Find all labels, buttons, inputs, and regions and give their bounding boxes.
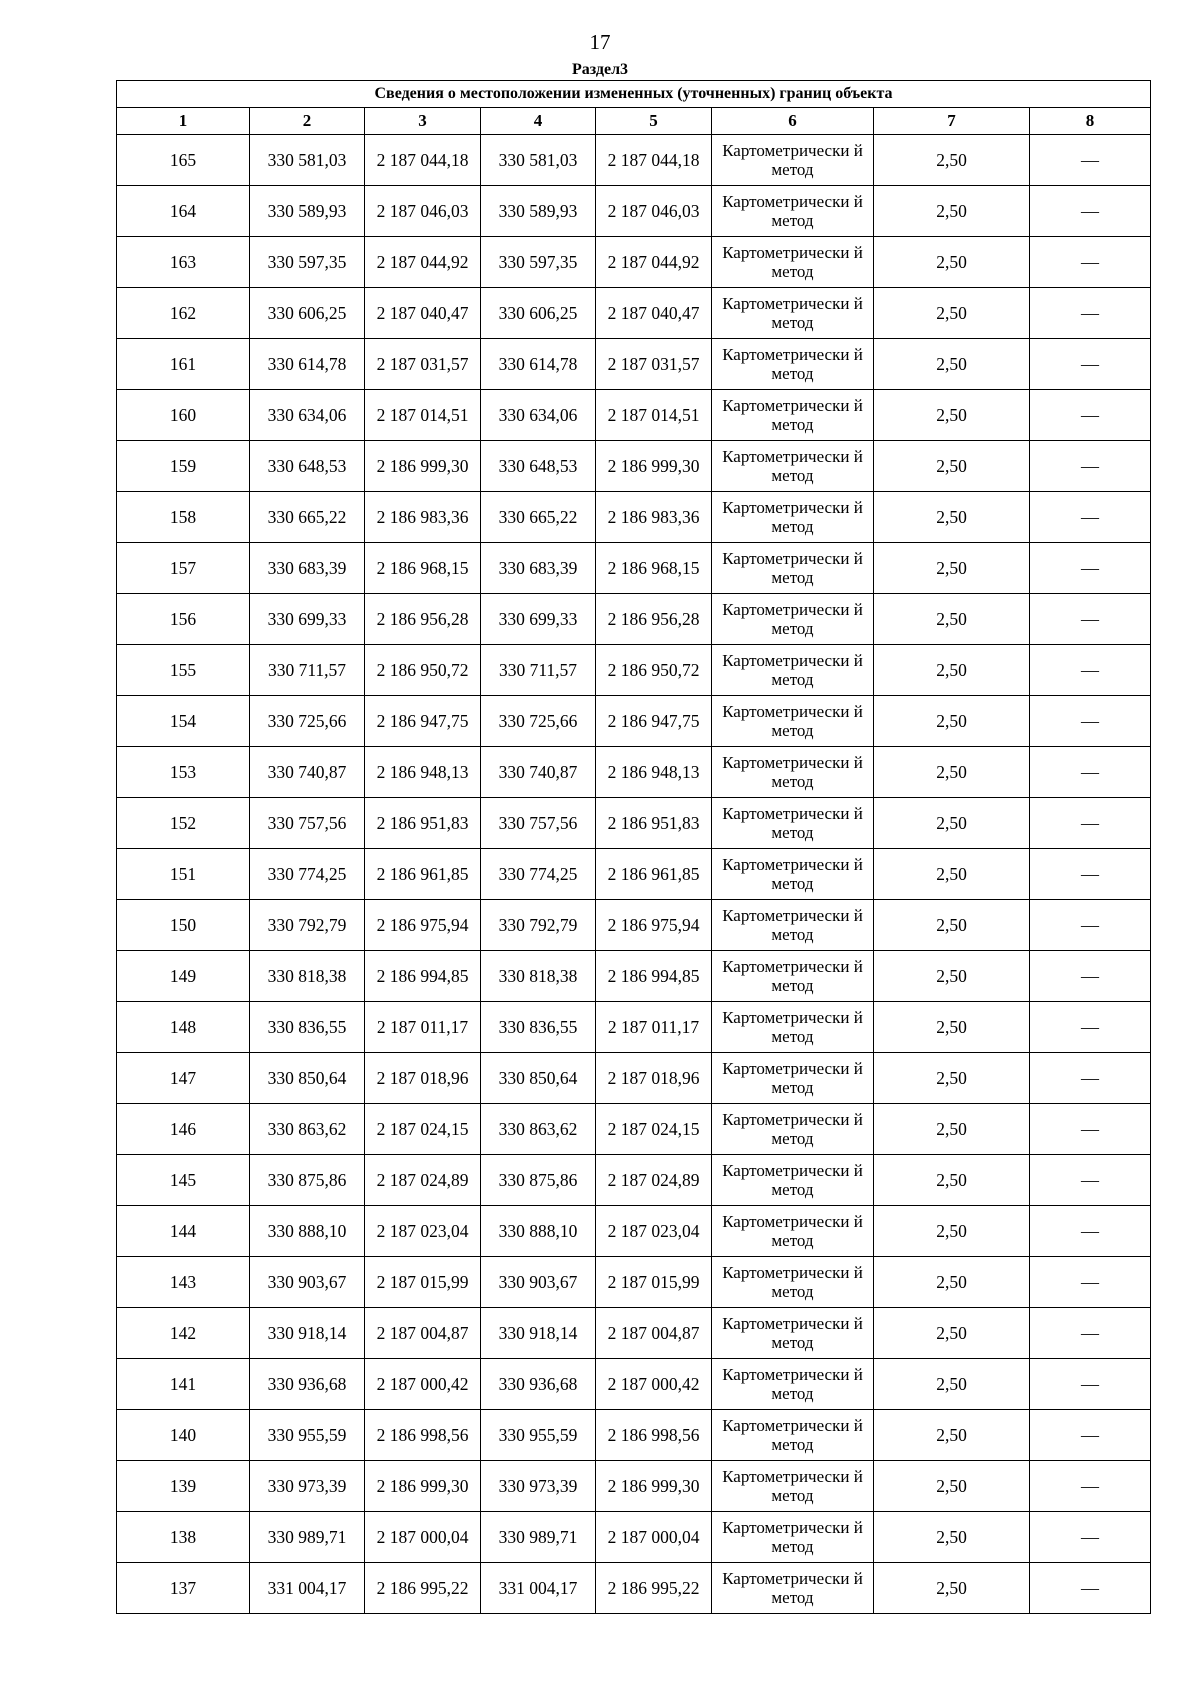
method-cell: Картометрически й метод — [712, 1512, 874, 1563]
x-existing-cell: 330 606,25 — [250, 288, 365, 339]
column-number: 5 — [596, 108, 712, 135]
y-existing-cell: 2 186 951,83 — [365, 798, 481, 849]
x-existing-cell: 330 699,33 — [250, 594, 365, 645]
y-existing-cell: 2 187 000,42 — [365, 1359, 481, 1410]
table-caption: Сведения о местоположении измененных (уточненных) границ объекта — [117, 81, 1151, 108]
y-refined-cell: 2 187 044,92 — [596, 237, 712, 288]
x-refined-cell: 330 989,71 — [481, 1512, 596, 1563]
x-existing-cell: 330 665,22 — [250, 492, 365, 543]
y-refined-cell: 2 186 950,72 — [596, 645, 712, 696]
x-existing-cell: 330 581,03 — [250, 135, 365, 186]
description-cell: — — [1030, 288, 1151, 339]
point-number-cell: 143 — [117, 1257, 250, 1308]
x-refined-cell: 330 665,22 — [481, 492, 596, 543]
x-refined-cell: 330 711,57 — [481, 645, 596, 696]
y-refined-cell: 2 186 983,36 — [596, 492, 712, 543]
x-refined-cell: 330 634,06 — [481, 390, 596, 441]
accuracy-cell: 2,50 — [874, 696, 1030, 747]
y-refined-cell: 2 187 040,47 — [596, 288, 712, 339]
accuracy-cell: 2,50 — [874, 288, 1030, 339]
table-row — [117, 1206, 1151, 1257]
description-cell: — — [1030, 135, 1151, 186]
point-number-cell: 140 — [117, 1410, 250, 1461]
point-number-cell: 158 — [117, 492, 250, 543]
y-existing-cell: 2 187 046,03 — [365, 186, 481, 237]
method-cell: Картометрически й метод — [712, 1155, 874, 1206]
accuracy-cell: 2,50 — [874, 1308, 1030, 1359]
description-cell: — — [1030, 237, 1151, 288]
x-refined-cell: 330 918,14 — [481, 1308, 596, 1359]
table-row — [117, 1410, 1151, 1461]
point-number-cell: 147 — [117, 1053, 250, 1104]
y-existing-cell: 2 186 983,36 — [365, 492, 481, 543]
description-cell: — — [1030, 492, 1151, 543]
table-row — [117, 645, 1151, 696]
y-existing-cell: 2 186 994,85 — [365, 951, 481, 1002]
column-number: 3 — [365, 108, 481, 135]
y-refined-cell: 2 187 023,04 — [596, 1206, 712, 1257]
accuracy-cell: 2,50 — [874, 390, 1030, 441]
x-refined-cell: 330 740,87 — [481, 747, 596, 798]
point-number-cell: 141 — [117, 1359, 250, 1410]
table-row — [117, 1053, 1151, 1104]
column-number: 8 — [1030, 108, 1151, 135]
x-refined-cell: 330 973,39 — [481, 1461, 596, 1512]
accuracy-cell: 2,50 — [874, 849, 1030, 900]
point-number-cell: 165 — [117, 135, 250, 186]
y-refined-cell: 2 187 011,17 — [596, 1002, 712, 1053]
x-existing-cell: 330 725,66 — [250, 696, 365, 747]
x-existing-cell: 330 850,64 — [250, 1053, 365, 1104]
point-number-cell: 155 — [117, 645, 250, 696]
description-cell: — — [1030, 696, 1151, 747]
table-row — [117, 135, 1151, 186]
x-refined-cell: 330 836,55 — [481, 1002, 596, 1053]
method-cell: Картометрически й метод — [712, 186, 874, 237]
accuracy-cell: 2,50 — [874, 441, 1030, 492]
description-cell: — — [1030, 543, 1151, 594]
x-refined-cell: 330 581,03 — [481, 135, 596, 186]
method-cell: Картометрически й метод — [712, 543, 874, 594]
x-refined-cell: 330 774,25 — [481, 849, 596, 900]
description-cell: — — [1030, 645, 1151, 696]
table-row — [117, 798, 1151, 849]
point-number-cell: 163 — [117, 237, 250, 288]
table-body — [117, 135, 1151, 1614]
y-existing-cell: 2 186 995,22 — [365, 1563, 481, 1614]
description-cell: — — [1030, 186, 1151, 237]
y-refined-cell: 2 187 004,87 — [596, 1308, 712, 1359]
y-existing-cell: 2 187 000,04 — [365, 1512, 481, 1563]
table-row — [117, 390, 1151, 441]
table-row — [117, 594, 1151, 645]
accuracy-cell: 2,50 — [874, 1257, 1030, 1308]
y-existing-cell: 2 187 024,15 — [365, 1104, 481, 1155]
column-number: 2 — [250, 108, 365, 135]
description-cell: — — [1030, 747, 1151, 798]
x-refined-cell: 330 614,78 — [481, 339, 596, 390]
y-existing-cell: 2 186 998,56 — [365, 1410, 481, 1461]
table-row — [117, 186, 1151, 237]
section-title: Раздел3 — [571, 61, 629, 78]
table-row — [117, 1002, 1151, 1053]
accuracy-cell: 2,50 — [874, 1512, 1030, 1563]
y-existing-cell: 2 186 947,75 — [365, 696, 481, 747]
point-number-cell: 159 — [117, 441, 250, 492]
table-row — [117, 288, 1151, 339]
x-existing-cell: 330 792,79 — [250, 900, 365, 951]
table-row — [117, 1563, 1151, 1614]
y-refined-cell: 2 186 998,56 — [596, 1410, 712, 1461]
column-number: 7 — [874, 108, 1030, 135]
y-refined-cell: 2 186 948,13 — [596, 747, 712, 798]
table-row — [117, 1461, 1151, 1512]
point-number-cell: 148 — [117, 1002, 250, 1053]
accuracy-cell: 2,50 — [874, 900, 1030, 951]
y-existing-cell: 2 187 011,17 — [365, 1002, 481, 1053]
y-refined-cell: 2 187 031,57 — [596, 339, 712, 390]
accuracy-cell: 2,50 — [874, 645, 1030, 696]
method-cell: Картометрически й метод — [712, 390, 874, 441]
point-number-cell: 152 — [117, 798, 250, 849]
description-cell: — — [1030, 594, 1151, 645]
accuracy-cell: 2,50 — [874, 339, 1030, 390]
x-refined-cell: 330 699,33 — [481, 594, 596, 645]
method-cell: Картометрически й метод — [712, 1104, 874, 1155]
y-refined-cell: 2 187 000,42 — [596, 1359, 712, 1410]
method-cell: Картометрически й метод — [712, 798, 874, 849]
accuracy-cell: 2,50 — [874, 543, 1030, 594]
y-existing-cell: 2 186 956,28 — [365, 594, 481, 645]
accuracy-cell: 2,50 — [874, 1563, 1030, 1614]
y-existing-cell: 2 186 999,30 — [365, 441, 481, 492]
y-existing-cell: 2 186 968,15 — [365, 543, 481, 594]
y-existing-cell: 2 187 023,04 — [365, 1206, 481, 1257]
x-existing-cell: 330 683,39 — [250, 543, 365, 594]
table-row — [117, 1512, 1151, 1563]
x-refined-cell: 330 757,56 — [481, 798, 596, 849]
x-existing-cell: 330 648,53 — [250, 441, 365, 492]
y-refined-cell: 2 186 956,28 — [596, 594, 712, 645]
point-number-cell: 164 — [117, 186, 250, 237]
table-row — [117, 339, 1151, 390]
table-row — [117, 696, 1151, 747]
description-cell: — — [1030, 390, 1151, 441]
accuracy-cell: 2,50 — [874, 492, 1030, 543]
accuracy-cell: 2,50 — [874, 747, 1030, 798]
y-refined-cell: 2 186 968,15 — [596, 543, 712, 594]
x-existing-cell: 330 888,10 — [250, 1206, 365, 1257]
x-existing-cell: 330 836,55 — [250, 1002, 365, 1053]
x-existing-cell: 330 774,25 — [250, 849, 365, 900]
y-existing-cell: 2 187 004,87 — [365, 1308, 481, 1359]
accuracy-cell: 2,50 — [874, 1206, 1030, 1257]
description-cell: — — [1030, 900, 1151, 951]
accuracy-cell: 2,50 — [874, 951, 1030, 1002]
y-existing-cell: 2 187 040,47 — [365, 288, 481, 339]
accuracy-cell: 2,50 — [874, 1104, 1030, 1155]
x-refined-cell: 330 863,62 — [481, 1104, 596, 1155]
table-row — [117, 747, 1151, 798]
method-cell: Картометрически й метод — [712, 288, 874, 339]
method-cell: Картометрически й метод — [712, 1461, 874, 1512]
table-row — [117, 1104, 1151, 1155]
method-cell: Картометрически й метод — [712, 1308, 874, 1359]
description-cell: — — [1030, 1257, 1151, 1308]
x-existing-cell: 330 918,14 — [250, 1308, 365, 1359]
column-number-row — [117, 108, 1151, 135]
point-number-cell: 153 — [117, 747, 250, 798]
y-refined-cell: 2 186 995,22 — [596, 1563, 712, 1614]
point-number-cell: 160 — [117, 390, 250, 441]
method-cell: Картометрически й метод — [712, 339, 874, 390]
y-existing-cell: 2 187 018,96 — [365, 1053, 481, 1104]
method-cell: Картометрически й метод — [712, 1563, 874, 1614]
description-cell: — — [1030, 1563, 1151, 1614]
point-number-cell: 150 — [117, 900, 250, 951]
x-refined-cell: 330 683,39 — [481, 543, 596, 594]
description-cell: — — [1030, 1104, 1151, 1155]
y-existing-cell: 2 186 975,94 — [365, 900, 481, 951]
x-refined-cell: 330 875,86 — [481, 1155, 596, 1206]
y-existing-cell: 2 187 044,92 — [365, 237, 481, 288]
table-row — [117, 492, 1151, 543]
point-number-cell: 157 — [117, 543, 250, 594]
x-existing-cell: 330 597,35 — [250, 237, 365, 288]
description-cell: — — [1030, 849, 1151, 900]
y-refined-cell: 2 186 999,30 — [596, 1461, 712, 1512]
y-existing-cell: 2 187 024,89 — [365, 1155, 481, 1206]
accuracy-cell: 2,50 — [874, 186, 1030, 237]
x-existing-cell: 330 863,62 — [250, 1104, 365, 1155]
y-existing-cell: 2 187 044,18 — [365, 135, 481, 186]
description-cell: — — [1030, 1512, 1151, 1563]
y-refined-cell: 2 186 975,94 — [596, 900, 712, 951]
point-number-cell: 142 — [117, 1308, 250, 1359]
accuracy-cell: 2,50 — [874, 798, 1030, 849]
x-existing-cell: 330 818,38 — [250, 951, 365, 1002]
description-cell: — — [1030, 1461, 1151, 1512]
y-refined-cell: 2 187 015,99 — [596, 1257, 712, 1308]
y-existing-cell: 2 187 015,99 — [365, 1257, 481, 1308]
x-existing-cell: 330 903,67 — [250, 1257, 365, 1308]
page-number: 17 — [589, 30, 611, 54]
method-cell: Картометрически й метод — [712, 849, 874, 900]
y-refined-cell: 2 187 046,03 — [596, 186, 712, 237]
method-cell: Картометрически й метод — [712, 1206, 874, 1257]
y-refined-cell: 2 187 044,18 — [596, 135, 712, 186]
accuracy-cell: 2,50 — [874, 1359, 1030, 1410]
point-number-cell: 149 — [117, 951, 250, 1002]
method-cell: Картометрически й метод — [712, 1359, 874, 1410]
method-cell: Картометрически й метод — [712, 135, 874, 186]
method-cell: Картометрически й метод — [712, 1053, 874, 1104]
x-refined-cell: 330 888,10 — [481, 1206, 596, 1257]
x-existing-cell: 330 634,06 — [250, 390, 365, 441]
point-number-cell: 162 — [117, 288, 250, 339]
table-row — [117, 1257, 1151, 1308]
description-cell: — — [1030, 1155, 1151, 1206]
x-existing-cell: 330 711,57 — [250, 645, 365, 696]
method-cell: Картометрически й метод — [712, 594, 874, 645]
point-number-cell: 144 — [117, 1206, 250, 1257]
x-existing-cell: 330 614,78 — [250, 339, 365, 390]
accuracy-cell: 2,50 — [874, 1002, 1030, 1053]
point-number-cell: 138 — [117, 1512, 250, 1563]
y-existing-cell: 2 186 961,85 — [365, 849, 481, 900]
description-cell: — — [1030, 798, 1151, 849]
x-refined-cell: 330 818,38 — [481, 951, 596, 1002]
method-cell: Картометрически й метод — [712, 441, 874, 492]
x-existing-cell: 330 875,86 — [250, 1155, 365, 1206]
x-existing-cell: 330 936,68 — [250, 1359, 365, 1410]
accuracy-cell: 2,50 — [874, 135, 1030, 186]
method-cell: Картометрически й метод — [712, 696, 874, 747]
method-cell: Картометрически й метод — [712, 1257, 874, 1308]
y-refined-cell: 2 187 014,51 — [596, 390, 712, 441]
column-number: 1 — [117, 108, 250, 135]
method-cell: Картометрически й метод — [712, 645, 874, 696]
column-number: 4 — [481, 108, 596, 135]
point-number-cell: 151 — [117, 849, 250, 900]
table-row — [117, 1155, 1151, 1206]
x-existing-cell: 330 955,59 — [250, 1410, 365, 1461]
y-refined-cell: 2 186 961,85 — [596, 849, 712, 900]
table-row — [117, 441, 1151, 492]
x-refined-cell: 330 850,64 — [481, 1053, 596, 1104]
x-refined-cell: 330 792,79 — [481, 900, 596, 951]
description-cell: — — [1030, 1410, 1151, 1461]
method-cell: Картометрически й метод — [712, 492, 874, 543]
point-number-cell: 146 — [117, 1104, 250, 1155]
x-refined-cell: 330 606,25 — [481, 288, 596, 339]
x-existing-cell: 330 973,39 — [250, 1461, 365, 1512]
y-refined-cell: 2 186 951,83 — [596, 798, 712, 849]
method-cell: Картометрически й метод — [712, 237, 874, 288]
y-refined-cell: 2 187 018,96 — [596, 1053, 712, 1104]
description-cell: — — [1030, 1053, 1151, 1104]
y-refined-cell: 2 186 947,75 — [596, 696, 712, 747]
description-cell: — — [1030, 1002, 1151, 1053]
description-cell: — — [1030, 1308, 1151, 1359]
description-cell: — — [1030, 1359, 1151, 1410]
y-refined-cell: 2 187 024,15 — [596, 1104, 712, 1155]
table-row — [117, 543, 1151, 594]
x-existing-cell: 331 004,17 — [250, 1563, 365, 1614]
table-row — [117, 900, 1151, 951]
x-existing-cell: 330 757,56 — [250, 798, 365, 849]
y-existing-cell: 2 187 014,51 — [365, 390, 481, 441]
point-number-cell: 161 — [117, 339, 250, 390]
accuracy-cell: 2,50 — [874, 1461, 1030, 1512]
table-row — [117, 237, 1151, 288]
y-existing-cell: 2 187 031,57 — [365, 339, 481, 390]
table-row — [117, 849, 1151, 900]
method-cell: Картометрически й метод — [712, 951, 874, 1002]
x-existing-cell: 330 740,87 — [250, 747, 365, 798]
table-row — [117, 951, 1151, 1002]
accuracy-cell: 2,50 — [874, 594, 1030, 645]
y-refined-cell: 2 186 999,30 — [596, 441, 712, 492]
table-row — [117, 1308, 1151, 1359]
accuracy-cell: 2,50 — [874, 1155, 1030, 1206]
description-cell: — — [1030, 441, 1151, 492]
method-cell: Картометрически й метод — [712, 1410, 874, 1461]
accuracy-cell: 2,50 — [874, 237, 1030, 288]
point-number-cell: 154 — [117, 696, 250, 747]
method-cell: Картометрически й метод — [712, 747, 874, 798]
method-cell: Картометрически й метод — [712, 1002, 874, 1053]
y-existing-cell: 2 186 950,72 — [365, 645, 481, 696]
description-cell: — — [1030, 951, 1151, 1002]
point-number-cell: 156 — [117, 594, 250, 645]
point-number-cell: 139 — [117, 1461, 250, 1512]
y-existing-cell: 2 186 948,13 — [365, 747, 481, 798]
boundary-coordinates-table — [116, 80, 1151, 1614]
x-refined-cell: 330 955,59 — [481, 1410, 596, 1461]
accuracy-cell: 2,50 — [874, 1053, 1030, 1104]
y-refined-cell: 2 186 994,85 — [596, 951, 712, 1002]
x-refined-cell: 330 648,53 — [481, 441, 596, 492]
point-number-cell: 145 — [117, 1155, 250, 1206]
description-cell: — — [1030, 1206, 1151, 1257]
x-existing-cell: 330 589,93 — [250, 186, 365, 237]
table-row — [117, 1359, 1151, 1410]
x-refined-cell: 330 936,68 — [481, 1359, 596, 1410]
x-existing-cell: 330 989,71 — [250, 1512, 365, 1563]
accuracy-cell: 2,50 — [874, 1410, 1030, 1461]
x-refined-cell: 331 004,17 — [481, 1563, 596, 1614]
x-refined-cell: 330 725,66 — [481, 696, 596, 747]
x-refined-cell: 330 597,35 — [481, 237, 596, 288]
y-existing-cell: 2 186 999,30 — [365, 1461, 481, 1512]
description-cell: — — [1030, 339, 1151, 390]
y-refined-cell: 2 187 024,89 — [596, 1155, 712, 1206]
method-cell: Картометрически й метод — [712, 900, 874, 951]
column-number: 6 — [712, 108, 874, 135]
point-number-cell: 137 — [117, 1563, 250, 1614]
y-refined-cell: 2 187 000,04 — [596, 1512, 712, 1563]
x-refined-cell: 330 903,67 — [481, 1257, 596, 1308]
x-refined-cell: 330 589,93 — [481, 186, 596, 237]
